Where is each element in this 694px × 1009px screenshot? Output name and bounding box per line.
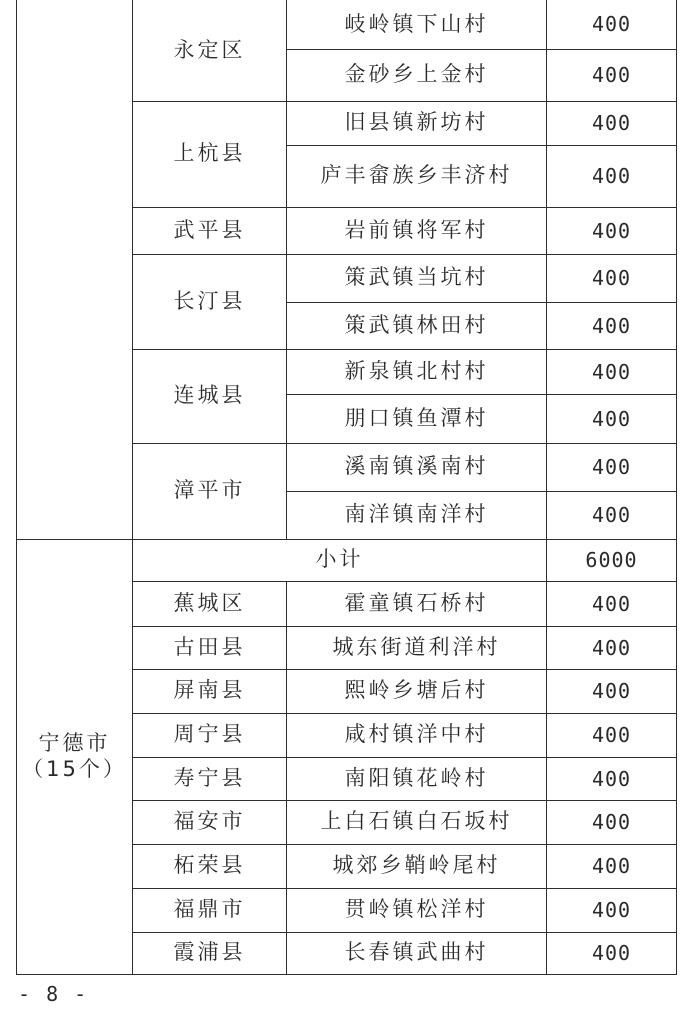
page-number: - 8 - [18, 982, 89, 1006]
village-cell: 朋口镇鱼潭村 [287, 394, 547, 443]
village-cell: 上白石镇白石坂村 [287, 800, 547, 844]
amount-cell: 400 [547, 844, 677, 888]
amount-cell: 400 [547, 888, 677, 932]
subtotal-row [17, 539, 677, 581]
amount-cell: 400 [547, 800, 677, 844]
table-row [17, 0, 677, 49]
county-cell: 柘荣县 [133, 844, 287, 888]
county-cell: 武平县 [133, 207, 287, 254]
amount-cell: 400 [547, 932, 677, 974]
village-cell: 城郊乡鞘岭尾村 [287, 844, 547, 888]
village-cell: 城东街道利洋村 [287, 626, 547, 669]
village-cell: 策武镇林田村 [287, 302, 547, 349]
amount-cell: 400 [547, 101, 677, 145]
village-cell: 霍童镇石桥村 [287, 581, 547, 626]
county-cell: 福鼎市 [133, 888, 287, 932]
amount-cell: 400 [547, 581, 677, 626]
amount-cell: 400 [547, 207, 677, 254]
village-cell: 旧县镇新坊村 [287, 101, 547, 145]
village-cell: 新泉镇北村村 [287, 349, 547, 394]
amount-cell: 400 [547, 302, 677, 349]
amount-cell: 400 [547, 626, 677, 669]
village-cell: 长春镇武曲村 [287, 932, 547, 974]
city-name: 宁德市 [38, 731, 111, 756]
village-cell: 岐岭镇下山村 [287, 0, 547, 49]
county-cell: 福安市 [133, 800, 287, 844]
subtotal-amount: 6000 [547, 539, 677, 581]
county-cell: 霞浦县 [133, 932, 287, 974]
village-cell: 庐丰畲族乡丰济村 [287, 145, 547, 207]
amount-cell: 400 [547, 0, 677, 49]
county-cell: 上杭县 [133, 101, 287, 207]
city-cell-continued [17, 0, 133, 539]
village-cell: 岩前镇将军村 [287, 207, 547, 254]
amount-cell: 400 [547, 49, 677, 101]
county-cell: 漳平市 [133, 443, 287, 539]
county-cell: 古田县 [133, 626, 287, 669]
subtotal-label: 小计 [133, 539, 547, 581]
village-cell: 南阳镇花岭村 [287, 757, 547, 800]
village-cell: 咸村镇洋中村 [287, 713, 547, 757]
village-cell: 熙岭乡塘后村 [287, 669, 547, 713]
village-cell: 溪南镇溪南村 [287, 443, 547, 491]
city-count: （15个） [22, 756, 127, 781]
county-cell: 寿宁县 [133, 757, 287, 800]
village-cell: 策武镇当坑村 [287, 254, 547, 302]
city-cell [17, 539, 133, 974]
village-cell: 南洋镇南洋村 [287, 491, 547, 539]
amount-cell: 400 [547, 349, 677, 394]
amount-cell: 400 [547, 443, 677, 491]
county-cell: 周宁县 [133, 713, 287, 757]
village-cell: 金砂乡上金村 [287, 49, 547, 101]
amount-cell: 400 [547, 145, 677, 207]
amount-cell: 400 [547, 713, 677, 757]
amount-cell: 400 [547, 394, 677, 443]
village-cell: 贯岭镇松洋村 [287, 888, 547, 932]
county-cell: 永定区 [133, 0, 287, 101]
county-cell: 屏南县 [133, 669, 287, 713]
amount-cell: 400 [547, 669, 677, 713]
county-cell: 连城县 [133, 349, 287, 443]
amount-cell: 400 [547, 491, 677, 539]
amount-cell: 400 [547, 757, 677, 800]
county-cell: 蕉城区 [133, 581, 287, 626]
county-cell: 长汀县 [133, 254, 287, 349]
amount-cell: 400 [547, 254, 677, 302]
village-allocation-table [16, 0, 677, 975]
